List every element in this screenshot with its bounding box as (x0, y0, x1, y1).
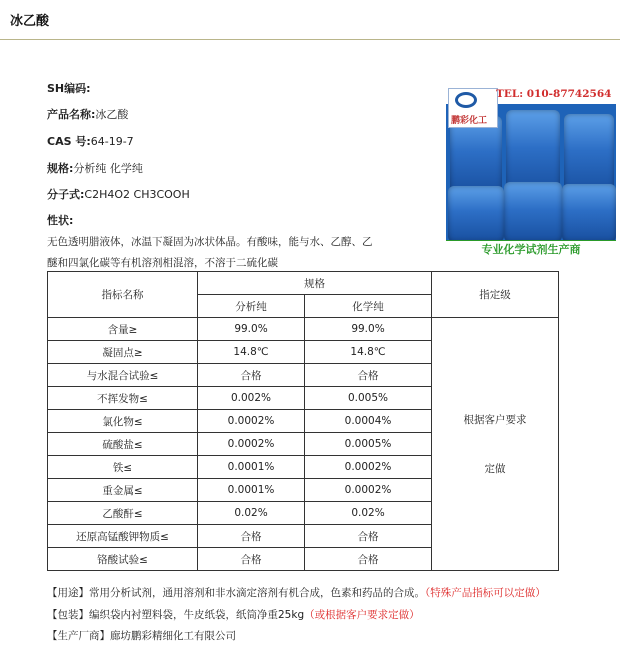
spec-value: 分析纯 化学纯 (73, 162, 143, 175)
table-cell-name: 与水混合试验≤ (48, 364, 198, 387)
packaging-label: 【包装】 (47, 609, 89, 621)
formula-value: C2H4O2 CH3COOH (84, 188, 190, 201)
table-cell-analytical: 合格 (198, 364, 305, 387)
table-cell-chemical: 99.0% (305, 318, 432, 341)
logo-icon (455, 92, 477, 108)
telephone-text: TEL: 010-87742564 (496, 88, 612, 100)
table-cell-analytical: 合格 (198, 525, 305, 548)
cas-row (47, 133, 134, 149)
table-cell-chemical: 0.0002% (305, 456, 432, 479)
manufacturer-line (47, 628, 236, 643)
table-cell-chemical: 0.005% (305, 387, 432, 410)
page-title: 冰乙酸 (10, 14, 50, 29)
table-cell-name: 凝固点≥ (48, 341, 198, 364)
formula-label: 分子式: (47, 188, 85, 201)
table-cell-name: 铁≤ (48, 456, 198, 479)
usage-note: （特殊产品指标可以定做） (425, 587, 546, 599)
table-cell-name: 硫酸盐≤ (48, 433, 198, 456)
usage-text: 常用分析试剂，通用溶剂和非水滴定溶剂有机合成，色素和药品的合成。 (89, 587, 425, 599)
table-cell-name: 重金属≤ (48, 479, 198, 502)
table-cell-chemical: 0.0005% (305, 433, 432, 456)
usage-line (47, 585, 546, 600)
header-chemical: 化学纯 (305, 295, 432, 318)
header-grade: 指定级 (432, 272, 559, 318)
table-cell-analytical: 99.0% (198, 318, 305, 341)
table-cell-analytical: 0.0002% (198, 410, 305, 433)
header-spec: 规格 (198, 272, 432, 295)
title-divider (0, 39, 620, 40)
props-line-2: 醚和四氯化碳等有机溶剂相混溶，不溶于二硫化碳 (47, 257, 278, 269)
grade-note-line-1: 根据客户要求 (463, 414, 527, 426)
table-cell-analytical: 14.8℃ (198, 341, 305, 364)
table-cell-chemical: 14.8℃ (305, 341, 432, 364)
grade-note-cell (432, 318, 559, 571)
cas-label: CAS 号: (47, 135, 91, 148)
cas-value: 64-19-7 (90, 135, 134, 148)
product-name-label: 产品名称: (47, 108, 96, 121)
product-image (446, 86, 616, 258)
packaging-note: （或根据客户要求定做） (304, 609, 420, 621)
table-cell-name: 氯化物≤ (48, 410, 198, 433)
table-cell-chemical: 0.0004% (305, 410, 432, 433)
table-cell-chemical: 合格 (305, 525, 432, 548)
table-cell-chemical: 合格 (305, 364, 432, 387)
sh-code-row (47, 80, 91, 96)
props-description (47, 232, 407, 274)
manufacturer-label: 【生产厂商】 (47, 630, 110, 642)
table-cell-chemical: 0.02% (305, 502, 432, 525)
table-cell-name: 还原高锰酸钾物质≤ (48, 525, 198, 548)
usage-label: 【用途】 (47, 587, 89, 599)
manufacturer-text: 廊坊鹏彩精细化工有限公司 (110, 630, 236, 642)
props-line-1: 无色透明腊液体，冰温下凝固为冰状体晶。有酸味，能与水、乙醇、乙 (47, 236, 373, 248)
product-name-value: 冰乙酸 (95, 108, 129, 121)
spec-table (47, 271, 559, 571)
table-cell-analytical: 合格 (198, 548, 305, 571)
header-index-name: 指标名称 (48, 272, 198, 318)
header-analytical: 分析纯 (198, 295, 305, 318)
table-row (48, 318, 559, 341)
formula-row (47, 186, 190, 202)
spec-label: 规格: (47, 162, 74, 175)
table-cell-chemical: 合格 (305, 548, 432, 571)
props-row (47, 212, 73, 228)
product-name-row (47, 106, 128, 122)
packaging-line (47, 607, 420, 622)
table-cell-analytical: 0.02% (198, 502, 305, 525)
table-cell-name: 铬酸试验≤ (48, 548, 198, 571)
table-cell-analytical: 0.0001% (198, 479, 305, 502)
table-cell-analytical: 0.0002% (198, 433, 305, 456)
spec-row (47, 160, 143, 176)
company-logo (448, 88, 498, 128)
grade-note-line-2: 定做 (484, 463, 506, 475)
sh-code-label: SH编码: (47, 82, 91, 95)
logo-text: 鹏彩化工 (451, 116, 488, 126)
table-cell-name: 不挥发物≤ (48, 387, 198, 410)
table-cell-analytical: 0.002% (198, 387, 305, 410)
table-cell-analytical: 0.0001% (198, 456, 305, 479)
packaging-text: 编织袋内衬塑料袋，牛皮纸袋，纸筒净重25kg (89, 609, 305, 621)
table-cell-name: 乙酸酐≤ (48, 502, 198, 525)
props-label: 性状: (47, 214, 74, 227)
table-cell-name: 含量≥ (48, 318, 198, 341)
table-cell-chemical: 0.0002% (305, 479, 432, 502)
image-caption: 专业化学试剂生产商 (446, 240, 616, 258)
